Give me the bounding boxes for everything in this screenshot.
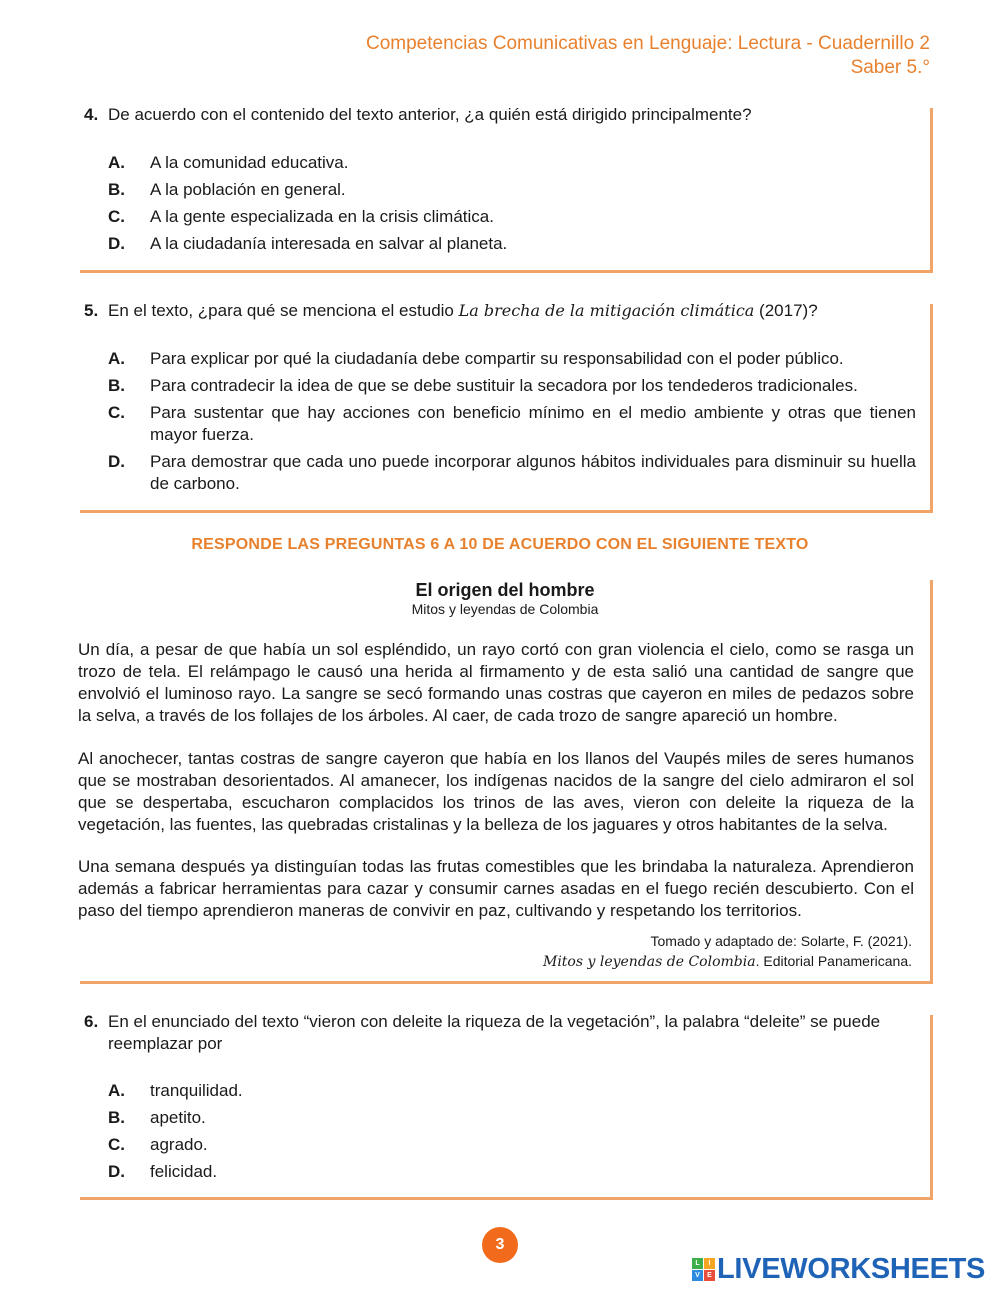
- option-letter: B.: [108, 376, 125, 395]
- logo-letter: L: [692, 1258, 703, 1269]
- story-paragraph-2: Al anochecer, tantas costras de sangre cayeron que había en los llanos del Vaupés miles de seres humanos que se mostraban desorientados. Al amanecer, los indígenas nacidos de la sangre del cielo admiraron el sol que se despertaba, escucharon complacidos los trinos de las aves, vieron con deleite la riqueza de la vegetación, las fuentes, las quebradas cristalinas y la belleza de los jaguares y otros habitantes de la selva.: [78, 749, 914, 834]
- liveworksheets-logo-icon: [692, 1258, 715, 1281]
- option-letter: A.: [108, 153, 125, 172]
- question-5: [80, 299, 930, 513]
- page-number: 3: [482, 1227, 518, 1263]
- source-line-1: Tomado y adaptado de: Solarte, F. (2021).: [650, 933, 912, 949]
- option-a[interactable]: [108, 348, 916, 370]
- source-line-2: [543, 951, 912, 972]
- option-letter: A.: [108, 349, 125, 368]
- option-c[interactable]: [108, 1134, 916, 1156]
- question-text-start: En el texto, ¿para qué se menciona el estudio: [108, 301, 459, 320]
- option-text: A la comunidad educativa.: [150, 153, 349, 172]
- option-b[interactable]: [108, 375, 916, 397]
- story-source: [543, 931, 912, 972]
- option-a[interactable]: [108, 152, 916, 174]
- study-title: La brecha de la mitigación climática: [458, 301, 755, 320]
- question-number: 6.: [84, 1012, 99, 1031]
- logo-letter: V: [692, 1270, 703, 1281]
- option-letter: A.: [108, 1081, 125, 1100]
- story-subtitle: Mitos y leyendas de Colombia: [411, 601, 599, 617]
- option-letter: D.: [108, 452, 125, 471]
- option-d[interactable]: [108, 451, 916, 495]
- question-text: [108, 300, 920, 322]
- option-letter: C.: [108, 403, 125, 422]
- brand-name: LIVEWORKSHEETS: [717, 1252, 986, 1285]
- option-b[interactable]: [108, 179, 916, 201]
- option-letter: B.: [108, 1108, 125, 1127]
- option-text: agrado.: [150, 1135, 208, 1154]
- reading-instruction: RESPONDE LAS PREGUNTAS 6 A 10 DE ACUERDO CON EL SIGUIENTE TEXTO: [191, 536, 809, 553]
- option-letter: C.: [108, 1135, 125, 1154]
- source-book-title: Mitos y leyendas de Colombia: [542, 954, 756, 970]
- option-text: A la población en general.: [150, 180, 346, 199]
- option-text: Para contradecir la idea de que se debe sustituir la secadora por los tendederos tradicionales.: [150, 376, 858, 395]
- option-text: A la ciudadanía interesada en salvar al planeta.: [150, 234, 508, 253]
- question-text: En el enunciado del texto “vieron con deleite la riqueza de la vegetación”, la palabra “deleite” se puede reemplazar por: [108, 1012, 881, 1053]
- story-paragraph-3: Una semana después ya distinguían todas las frutas comestibles que les brindaba la naturaleza. Aprendieron además a fabricar herramientas para cazar y consumir carnes asadas en el fuego recién descubierto. Con el paso del tiempo aprendieron maneras de convivir en paz, cultivando y respetando los territorios.: [78, 857, 914, 920]
- option-text: Para sustentar que hay acciones con beneficio mínimo en el medio ambiente y otras que tienen mayor fuerza.: [150, 403, 916, 444]
- option-c[interactable]: [108, 402, 916, 446]
- option-text: felicidad.: [150, 1162, 218, 1181]
- reading-text: [80, 580, 930, 984]
- option-d[interactable]: [108, 1161, 916, 1183]
- option-text: Para demostrar que cada uno puede incorporar algunos hábitos individuales para disminuir su huella de carbono.: [150, 452, 916, 493]
- question-6: [80, 1010, 930, 1200]
- liveworksheets-brand[interactable]: [692, 1254, 985, 1284]
- source-publisher: . Editorial Panamericana.: [755, 953, 912, 969]
- option-letter: C.: [108, 207, 125, 226]
- option-letter: D.: [108, 1162, 125, 1181]
- option-b[interactable]: [108, 1107, 916, 1129]
- option-text: Para explicar por qué la ciudadanía debe compartir su responsabilidad con el poder público.: [150, 349, 844, 368]
- option-text: apetito.: [150, 1108, 206, 1127]
- option-letter: B.: [108, 180, 125, 199]
- story-paragraph-1: Un día, a pesar de que había un sol espléndido, un rayo cortó con gran violencia el cielo, como se rasga un trozo de tela. El relámpago le causó una herida al firmamento y de esta salió una cantidad de sangre que envolvió el luminoso rayo. La sangre se secó formando unas costras que cayeron en miles de pedazos sobre la selva, a través de los follajes de los árboles. Al caer, de cada trozo de sangre apareció un hombre.: [78, 640, 914, 725]
- logo-letter: E: [704, 1270, 715, 1281]
- question-text-end: (2017)?: [754, 301, 818, 320]
- header-grade: Saber 5.°: [850, 57, 930, 78]
- question-text: De acuerdo con el contenido del texto anterior, ¿a quién está dirigido principalmente?: [108, 105, 752, 124]
- question-4: [80, 103, 930, 273]
- header-title: Competencias Comunicativas en Lenguaje: Lectura - Cuadernillo 2: [366, 33, 930, 54]
- option-text: tranquilidad.: [150, 1081, 243, 1100]
- option-letter: D.: [108, 234, 125, 253]
- option-d[interactable]: [108, 233, 916, 255]
- option-text: A la gente especializada en la crisis climática.: [150, 207, 494, 226]
- question-number: 5.: [84, 301, 99, 320]
- option-c[interactable]: [108, 206, 916, 228]
- question-number: 4.: [84, 105, 99, 124]
- option-a[interactable]: [108, 1080, 916, 1102]
- logo-letter: I: [704, 1258, 715, 1269]
- story-title: El origen del hombre: [415, 580, 595, 600]
